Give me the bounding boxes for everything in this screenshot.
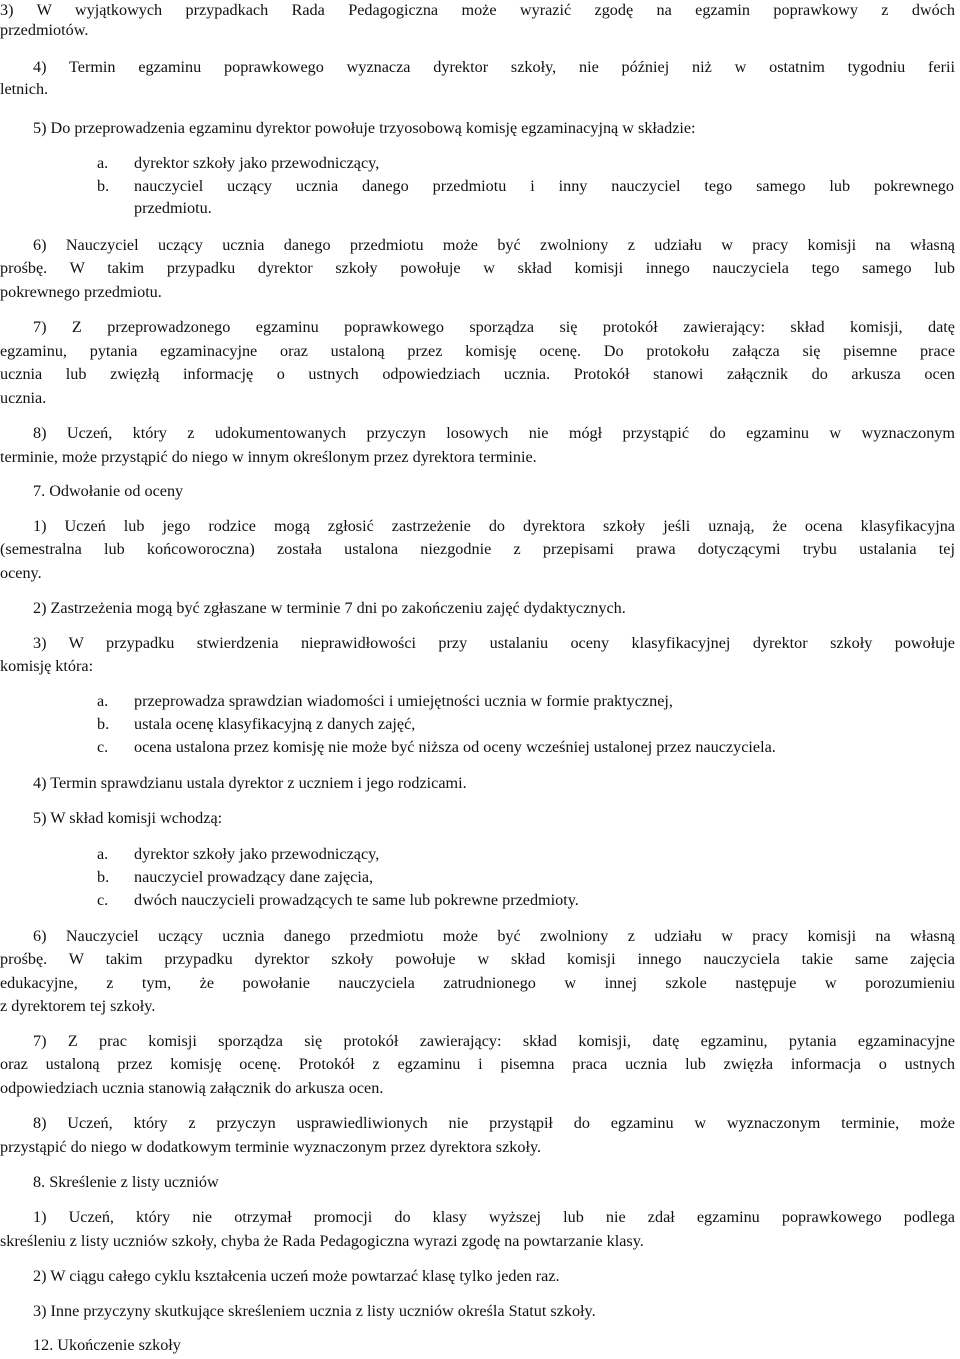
paragraph-line: 3) W wyjątkowych przypadkach Rada Pedagogiczna może wyrazić zgodę na egzamin poprawkowy z dwóch: [0, 1, 955, 19]
paragraph-line: 2) Zastrzeżenia mogą być zgłaszane w terminie 7 dni po zakończeniu zajęć dydaktycznych.: [33, 599, 626, 617]
paragraph-line: 4) Termin egzaminu poprawkowego wyznacza dyrektor szkoły, nie później niż w ostatnim tygodniu ferii: [33, 58, 955, 76]
paragraph-line: prośbę. W takim przypadku dyrektor szkoły powołuje w skład komisji innego nauczyciela tego samego lub: [0, 259, 955, 277]
paragraph-line: 1) Uczeń, który nie otrzymał promocji do klasy wyższej lub nie zdał egzaminu poprawkowego podlega: [33, 1208, 955, 1226]
paragraph-line: 8) Uczeń, który z przyczyn usprawiedliwionych nie przystąpił do egzaminu w wyznaczonym terminie, może: [33, 1114, 955, 1132]
paragraph-line: 6) Nauczyciel uczący ucznia danego przedmiotu może być zwolniony z udziału w pracy komisji na własną: [33, 236, 955, 254]
list-letter: c.: [97, 738, 109, 756]
paragraph-line: terminie, może przystąpić do niego w innym określonym przez dyrektora terminie.: [0, 448, 537, 466]
paragraph-line: edukacyjne, z tym, że powołanie nauczyciela zatrudnionego w innej szkole następuje w porozumieniu: [0, 974, 955, 992]
section-heading: 7. Odwołanie od oceny: [33, 482, 184, 500]
paragraph-line: oraz ustaloną przez komisję ocenę. Protokół z egzaminu i pisemna praca ucznia lub zwięzła informacja o ustnych: [0, 1055, 955, 1073]
paragraph-line: 8) Uczeń, który z udokumentowanych przyczyn losowych nie mógł przystąpić do egzaminu w wyznaczonym: [33, 424, 955, 442]
list-item: dyrektor szkoły jako przewodniczący,: [134, 154, 380, 172]
paragraph-line: 6) Nauczyciel uczący ucznia danego przedmiotu może być zwolniony z udziału w pracy komisji na własną: [33, 927, 955, 945]
list-item: ocena ustalona przez komisję nie może być niższa od oceny wcześniej ustalonej przez nauczyciela.: [134, 738, 776, 756]
list-letter: c.: [97, 891, 109, 909]
paragraph-line: (semestralna lub końcoworoczna) została ustalona niezgodnie z przepisami prawa dotyczącymi trybu ustalania tej: [0, 540, 955, 558]
list-item: nauczyciel prowadzący dane zajęcia,: [134, 868, 374, 886]
section-heading: 8. Skreślenie z listy uczniów: [33, 1173, 219, 1191]
paragraph-line: skreśleniu z listy uczniów szkoły, chyba że Rada Pedagogiczna wyrazi zgodę na powtarzanie klasy.: [0, 1232, 644, 1250]
paragraph-line: 7) Z prac komisji sporządza się protokół zawierający: skład komisji, datę egzaminu, pytania egzaminacyjne: [33, 1032, 955, 1050]
paragraph-line: 7) Z przeprowadzonego egzaminu poprawkowego sporządza się protokół zawierający: skład komisji, datę: [33, 318, 955, 336]
list-letter: a.: [97, 845, 109, 863]
list-letter: a.: [97, 692, 109, 710]
list-letter: a.: [97, 154, 109, 172]
paragraph-line: 4) Termin sprawdzianu ustala dyrektor z uczniem i jego rodzicami.: [33, 774, 467, 792]
paragraph-line: ucznia.: [0, 389, 47, 407]
paragraph-line: egzaminu, pytania egzaminacyjne oraz ustaloną przez komisję ocenę. Do protokołu załącza się pisemne prace: [0, 342, 955, 360]
paragraph-line: ucznia lub zwięzłą informację o ustnych odpowiedziach ucznia. Protokół stanowi załącznik do arkusza ocen: [0, 365, 955, 383]
paragraph-line: 3) Inne przyczyny skutkujące skreśleniem ucznia z listy uczniów określa Statut szkoły.: [33, 1302, 596, 1320]
list-item: przeprowadza sprawdzian wiadomości i umiejętności ucznia w formie praktycznej,: [134, 692, 673, 710]
paragraph-line: 3) W przypadku stwierdzenia nieprawidłowości przy ustalaniu oceny klasyfikacyjnej dyrektor szkoły powołuje: [33, 634, 955, 652]
paragraph-line: komisję która:: [0, 657, 94, 675]
list-letter: b.: [97, 868, 110, 886]
paragraph-line: przedmiotów.: [0, 21, 89, 39]
paragraph-line: 5) W skład komisji wchodzą:: [33, 809, 223, 827]
paragraph-line: prośbę. W takim przypadku dyrektor szkoły powołuje w skład komisji innego nauczyciela takie same zajęcia: [0, 950, 955, 968]
paragraph-line: odpowiedziach ucznia stanowią załącznik do arkusza ocen.: [0, 1079, 384, 1097]
paragraph-line: przystąpić do niego w dodatkowym terminie wyznaczonym przez dyrektora szkoły.: [0, 1138, 542, 1156]
list-item: ustala ocenę klasyfikacyjną z danych zajęć,: [134, 715, 416, 733]
section-heading: 12. Ukończenie szkoły: [33, 1336, 181, 1354]
list-letter: b.: [97, 715, 110, 733]
list-item: dwóch nauczycieli prowadzących te same lub pokrewne przedmioty.: [134, 891, 579, 909]
paragraph-line: z dyrektorem tej szkoły.: [0, 997, 156, 1015]
list-item: dyrektor szkoły jako przewodniczący,: [134, 845, 380, 863]
paragraph-line: letnich.: [0, 80, 49, 98]
list-item: przedmiotu.: [134, 199, 212, 217]
paragraph-line: 5) Do przeprowadzenia egzaminu dyrektor powołuje trzyosobową komisję egzaminacyjną w składzie:: [33, 119, 696, 137]
paragraph-line: 2) W ciągu całego cyklu kształcenia uczeń może powtarzać klasę tylko jeden raz.: [33, 1267, 560, 1285]
list-item: nauczyciel uczący ucznia danego przedmiotu i inny nauczyciel tego samego lub pokrewnego: [134, 177, 954, 195]
list-letter: b.: [97, 177, 110, 195]
paragraph-line: oceny.: [0, 564, 42, 582]
paragraph-line: pokrewnego przedmiotu.: [0, 283, 162, 301]
paragraph-line: 1) Uczeń lub jego rodzice mogą zgłosić zastrzeżenie do dyrektora szkoły jeśli uznają, że ocena klasyfikacyjna: [33, 517, 955, 535]
